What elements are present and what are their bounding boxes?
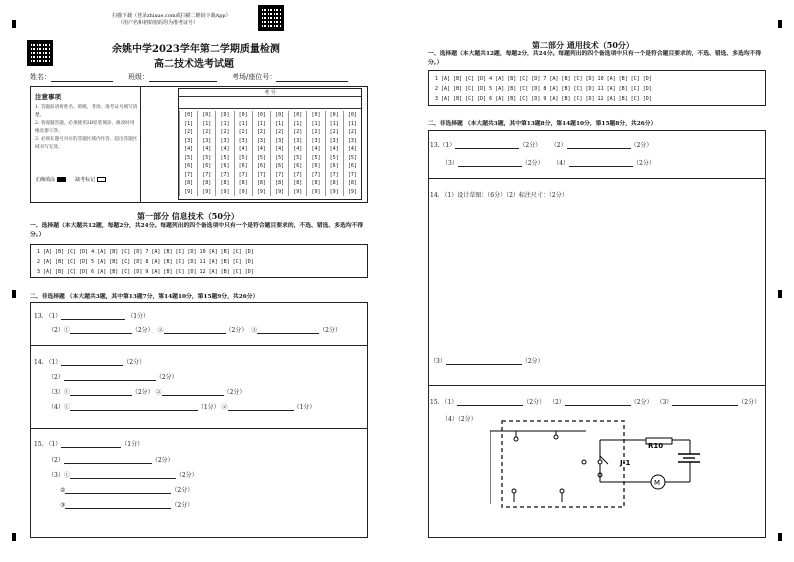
terminal-icon	[514, 437, 518, 441]
subject-title: 高二技术选考试题	[154, 59, 234, 70]
alignment-mark	[12, 20, 16, 28]
exam-digit-bubble[interactable]: [9]	[270, 188, 288, 197]
exam-digit-bubble[interactable]: [3]	[215, 137, 233, 146]
exam-digit-bubble[interactable]: [5]	[306, 154, 324, 163]
correct-fill-label: 正确填涂	[35, 177, 56, 183]
mc-row[interactable]: 1 [A] [B] [C] [D] 4 [A] [B] [C] [D] 7 [A] [B] [C] [D] 10 [A] [B] [C] [D]	[435, 76, 652, 82]
dashed-drawing-area	[502, 421, 624, 507]
exam-digit-bubble[interactable]: [4]	[288, 145, 306, 154]
exam-digit-bubble[interactable]: [3]	[325, 137, 343, 146]
terminal-icon	[554, 435, 558, 439]
exam-digit-bubble[interactable]: [2]	[234, 128, 252, 137]
p2-q15-line1[interactable]: 15. （1） （2分） （2） （2分） （3） （2分）	[430, 399, 761, 406]
exam-digit-bubble[interactable]: [8]	[270, 179, 288, 188]
exam-digit-bubble[interactable]: [1]	[252, 120, 270, 129]
divider	[428, 385, 766, 386]
q15-line3[interactable]: （3）① （2分）	[48, 472, 198, 479]
part2-nonmc-heading: 二、非选择题 （本大题共3题，其中第13题8分，第14题10分，第15题8分，共26分）	[428, 121, 657, 127]
exam-digit-bubble[interactable]: [1]	[197, 120, 215, 129]
exam-digit-bubble[interactable]: [2]	[197, 128, 215, 137]
motor-label: M	[654, 479, 661, 487]
exam-digit-bubble[interactable]: [8]	[215, 179, 233, 188]
room-field[interactable]	[232, 72, 348, 82]
exam-digit-bubble[interactable]: [0]	[306, 111, 324, 120]
notice-item: 3. 必须在题号对应的答题区域内作答，超出答题区域书写无效。	[35, 137, 138, 150]
exam-digit-bubble[interactable]: [3]	[270, 137, 288, 146]
exam-digit-bubble[interactable]: [5]	[288, 154, 306, 163]
exam-digit-bubble[interactable]: [7]	[234, 171, 252, 180]
alignment-mark	[778, 20, 782, 28]
exam-digit-bubble[interactable]: [4]	[343, 145, 361, 154]
resistor-label: R10	[648, 442, 664, 450]
exam-digit-bubble[interactable]: [9]	[306, 188, 324, 197]
notice-item: 2. 客观题答题，必须使用2B铅笔填涂，修改时用橡皮擦干净。	[35, 121, 135, 134]
mc-row[interactable]: 3 [A] [B] [C] [D] 6 [A] [B] [C] [D] 9 [A] [B] [C] [D] 12 [A] [B] [C] [D]	[37, 269, 254, 275]
exam-digit-bubble[interactable]: [7]	[179, 171, 197, 180]
exam-digit-bubble[interactable]: [5]	[197, 154, 215, 163]
divider	[30, 428, 368, 429]
q15-line5[interactable]: ③ （2分）	[60, 502, 194, 509]
exam-digit-bubble[interactable]: [4]	[252, 145, 270, 154]
exam-digit-bubble[interactable]: [8]	[325, 179, 343, 188]
exam-digit-bubble[interactable]: [2]	[270, 128, 288, 137]
exam-digit-bubble[interactable]: [4]	[215, 145, 233, 154]
exam-digit-bubble[interactable]: [0]	[325, 111, 343, 120]
exam-digit-bubble[interactable]: [8]	[252, 179, 270, 188]
notice-item: 1. 答题前请将姓名、班级、考场、准考证号填写清楚。	[35, 105, 138, 118]
circuit-diagram[interactable]	[490, 418, 700, 510]
part2-mc-box[interactable]	[428, 70, 766, 106]
alignment-mark	[12, 290, 16, 298]
filled-box-icon	[57, 177, 66, 182]
exam-digit-bubble[interactable]: [5]	[343, 154, 361, 163]
exam-digit-bubble[interactable]: [8]	[197, 179, 215, 188]
exam-digit-bubble[interactable]: [5]	[270, 154, 288, 163]
terminal-icon	[560, 489, 564, 493]
mc-row[interactable]: 1 [A] [B] [C] [D] 4 [A] [B] [C] [D] 7 [A] [B] [C] [D] 10 [A] [B] [C] [D]	[37, 249, 254, 255]
exam-digit-bubble[interactable]: [4]	[234, 145, 252, 154]
q15-line2[interactable]: （2） （2分）	[48, 457, 174, 464]
exam-digit-bubble[interactable]: [3]	[252, 137, 270, 146]
exam-digit-bubble[interactable]: [1]	[179, 120, 197, 129]
q14-line3[interactable]: （3）① （2分） ② （2分）	[48, 389, 246, 396]
exam-digit-bubble[interactable]: [9]	[215, 188, 233, 197]
alignment-mark	[778, 290, 782, 298]
exam-digit-bubble[interactable]: [4]	[179, 145, 197, 154]
q15-line1[interactable]: 15. （1） （1分）	[34, 441, 144, 448]
q15-line4[interactable]: ② （2分）	[60, 487, 194, 494]
exam-digit-bubble[interactable]: [7]	[306, 171, 324, 180]
mc-row[interactable]: 2 [A] [B] [C] [D] 5 [A] [B] [C] [D] 8 [A] [B] [C] [D] 11 [A] [B] [C] [D]	[435, 86, 652, 92]
exam-digit-bubble[interactable]: [5]	[179, 154, 197, 163]
exam-number-grid[interactable]	[178, 88, 362, 200]
part2-mc-heading: 一、选择题（本大题共12题，每题2分，共24分。每题列出的四个备选项中只有一个是符合题目要求的，不选、错选、多选均不得分。）	[428, 51, 762, 66]
part1-mc-box[interactable]	[30, 244, 368, 278]
exam-digit-bubble[interactable]: [1]	[215, 120, 233, 129]
missing-checkbox[interactable]	[97, 177, 106, 182]
exam-digit-bubble[interactable]: [3]	[343, 137, 361, 146]
exam-digit-bubble[interactable]: [6]	[288, 162, 306, 171]
exam-digit-bubble[interactable]: [8]	[288, 179, 306, 188]
exam-digit-bubble[interactable]: [2]	[343, 128, 361, 137]
exam-digit-bubble[interactable]: [3]	[306, 137, 324, 146]
exam-digit-bubble[interactable]: [6]	[179, 162, 197, 171]
mc-row[interactable]: 2 [A] [B] [C] [D] 5 [A] [B] [C] [D] 8 [A] [B] [C] [D] 11 [A] [B] [C] [D]	[37, 259, 254, 265]
exam-digit-bubble[interactable]: [5]	[234, 154, 252, 163]
exam-digit-bubble[interactable]: [7]	[270, 171, 288, 180]
exam-digit-bubble[interactable]: [6]	[234, 162, 252, 171]
exam-digit-bubble[interactable]: [9]	[325, 188, 343, 197]
exam-digit-bubble[interactable]: [2]	[325, 128, 343, 137]
exam-digit-bubble[interactable]: [7]	[325, 171, 343, 180]
exam-number-bubbles[interactable]	[179, 111, 361, 196]
exam-digit-bubble[interactable]: [8]	[179, 179, 197, 188]
divider	[30, 345, 368, 346]
exam-digit-bubble[interactable]: [0]	[288, 111, 306, 120]
exam-digit-bubble[interactable]: [5]	[325, 154, 343, 163]
p2-q13-line2[interactable]: （3） （2分） （4） （2分）	[442, 160, 655, 167]
exam-digit-bubble[interactable]: [4]	[197, 145, 215, 154]
exam-digit-bubble[interactable]: [2]	[252, 128, 270, 137]
exam-digit-bubble[interactable]: [1]	[325, 120, 343, 129]
exam-digit-bubble[interactable]: [4]	[270, 145, 288, 154]
login-note: （用户名和初始密码均为准考证号）	[118, 20, 199, 26]
q14-line1[interactable]: 14. （1） （2分）	[34, 359, 146, 366]
exam-digit-bubble[interactable]: [1]	[306, 120, 324, 129]
exam-digit-bubble[interactable]: [0]	[252, 111, 270, 120]
name-label: 姓名：	[30, 73, 51, 81]
notice-heading: 注意事项	[35, 93, 61, 101]
exam-digit-bubble[interactable]: [7]	[288, 171, 306, 180]
exam-digit-bubble[interactable]: [2]	[179, 128, 197, 137]
exam-digit-bubble[interactable]: [9]	[288, 188, 306, 197]
alignment-mark	[12, 533, 16, 541]
exam-digit-bubble[interactable]: [8]	[343, 179, 361, 188]
exam-digit-bubble[interactable]: [4]	[306, 145, 324, 154]
divider	[140, 86, 141, 203]
exam-digit-bubble[interactable]: [6]	[325, 162, 343, 171]
exam-digit-bubble[interactable]: [7]	[252, 171, 270, 180]
exam-digit-bubble[interactable]: [0]	[197, 111, 215, 120]
exam-digit-bubble[interactable]: [9]	[234, 188, 252, 197]
relay-label: J-1	[620, 459, 631, 467]
alignment-mark	[778, 533, 782, 541]
exam-number-label: 考 号	[179, 89, 361, 97]
barcode-qr-icon	[27, 40, 53, 66]
mc-row[interactable]: 3 [A] [B] [C] [D] 6 [A] [B] [C] [D] 9 [A] [B] [C] [D] 12 [A] [B] [C] [D]	[435, 96, 652, 102]
exam-digit-bubble[interactable]: [1]	[343, 120, 361, 129]
exam-digit-bubble[interactable]: [9]	[252, 188, 270, 197]
q13-line1[interactable]: 13. （1） （1分）	[34, 313, 150, 320]
exam-digit-bubble[interactable]: [2]	[215, 128, 233, 137]
exam-digit-bubble[interactable]: [0]	[270, 111, 288, 120]
exam-number-write-row	[179, 97, 361, 109]
terminal-icon	[598, 460, 602, 464]
exam-digit-bubble[interactable]: [6]	[306, 162, 324, 171]
exam-digit-bubble[interactable]: [4]	[325, 145, 343, 154]
exam-digit-bubble[interactable]: [1]	[270, 120, 288, 129]
p2-q15-line2[interactable]: （4）（2分）	[442, 416, 477, 423]
class-label: 班级：	[128, 73, 149, 81]
q14-line2[interactable]: （2） （2分）	[48, 374, 178, 381]
exam-digit-bubble[interactable]: [0]	[343, 111, 361, 120]
qr-code-icon	[258, 5, 284, 31]
exam-digit-bubble[interactable]: [3]	[234, 137, 252, 146]
exam-digit-bubble[interactable]: [3]	[288, 137, 306, 146]
exam-digit-bubble[interactable]: [6]	[197, 162, 215, 171]
part2-title: 第二部分 通用技术（50分）	[532, 40, 634, 50]
exam-digit-bubble[interactable]: [6]	[215, 162, 233, 171]
exam-digit-bubble[interactable]: [6]	[252, 162, 270, 171]
terminal-icon	[512, 489, 516, 493]
exam-digit-bubble[interactable]: [3]	[197, 137, 215, 146]
exam-digit-bubble[interactable]: [0]	[179, 111, 197, 120]
exam-digit-bubble[interactable]: [9]	[343, 188, 361, 197]
exam-digit-bubble[interactable]: [5]	[252, 154, 270, 163]
exam-digit-bubble[interactable]: [7]	[215, 171, 233, 180]
school-title: 余姚中学2023学年第二学期质量检测	[112, 44, 280, 55]
exam-digit-bubble[interactable]: [7]	[343, 171, 361, 180]
notice-panel	[32, 88, 140, 200]
exam-digit-bubble[interactable]: [0]	[215, 111, 233, 120]
p2-q14-line1[interactable]: 14. （1）设计草图：（6分）（2）标注尺寸：（2分）	[430, 192, 568, 199]
exam-digit-bubble[interactable]: [8]	[234, 179, 252, 188]
q14-line4[interactable]: （4）① （1分） ② （1分）	[48, 404, 316, 411]
exam-digit-bubble[interactable]: [1]	[288, 120, 306, 129]
exam-digit-bubble[interactable]: [8]	[306, 179, 324, 188]
exam-digit-bubble[interactable]: [5]	[215, 154, 233, 163]
missing-mark-label: 缺考标记	[75, 177, 96, 183]
exam-digit-bubble[interactable]: [6]	[343, 162, 361, 171]
exam-digit-bubble[interactable]: [9]	[197, 188, 215, 197]
exam-digit-bubble[interactable]: [1]	[234, 120, 252, 129]
name-field[interactable]	[30, 72, 113, 82]
p2-q13-line1[interactable]: 13.（1） （2分） （2） （2分）	[430, 142, 653, 149]
exam-digit-bubble[interactable]: [9]	[179, 188, 197, 197]
part1-title: 第一部分 信息技术（50分）	[137, 211, 239, 221]
terminal-icon	[582, 460, 586, 464]
exam-digit-bubble[interactable]: [2]	[288, 128, 306, 137]
part1-nonmc-heading: 二、非选择题 （本大题共3题，其中第13题7分，第14题10分，第15题9分，共26分）	[30, 294, 259, 300]
download-note: 扫描下载（登录zhixue.com或扫描二维码下载App）	[112, 13, 231, 19]
exam-digit-bubble[interactable]: [0]	[234, 111, 252, 120]
exam-digit-bubble[interactable]: [3]	[179, 137, 197, 146]
class-field[interactable]	[128, 72, 217, 82]
exam-digit-bubble[interactable]: [7]	[197, 171, 215, 180]
part1-mc-heading: 一、选择题（本大题共12题，每题2分，共24分。每题列出的四个备选项中只有一个是符合题目要求的，不选、错选、多选均不得分。）	[30, 223, 364, 238]
room-label: 考场/座位号：	[232, 73, 277, 81]
q13-line2[interactable]: （2）① （2分） ② （2分） ③ （2分）	[48, 327, 341, 334]
exam-digit-bubble[interactable]: [2]	[306, 128, 324, 137]
p2-q14-line2[interactable]: （3） （2分）	[430, 358, 544, 365]
exam-digit-bubble[interactable]: [6]	[270, 162, 288, 171]
divider	[428, 178, 766, 179]
